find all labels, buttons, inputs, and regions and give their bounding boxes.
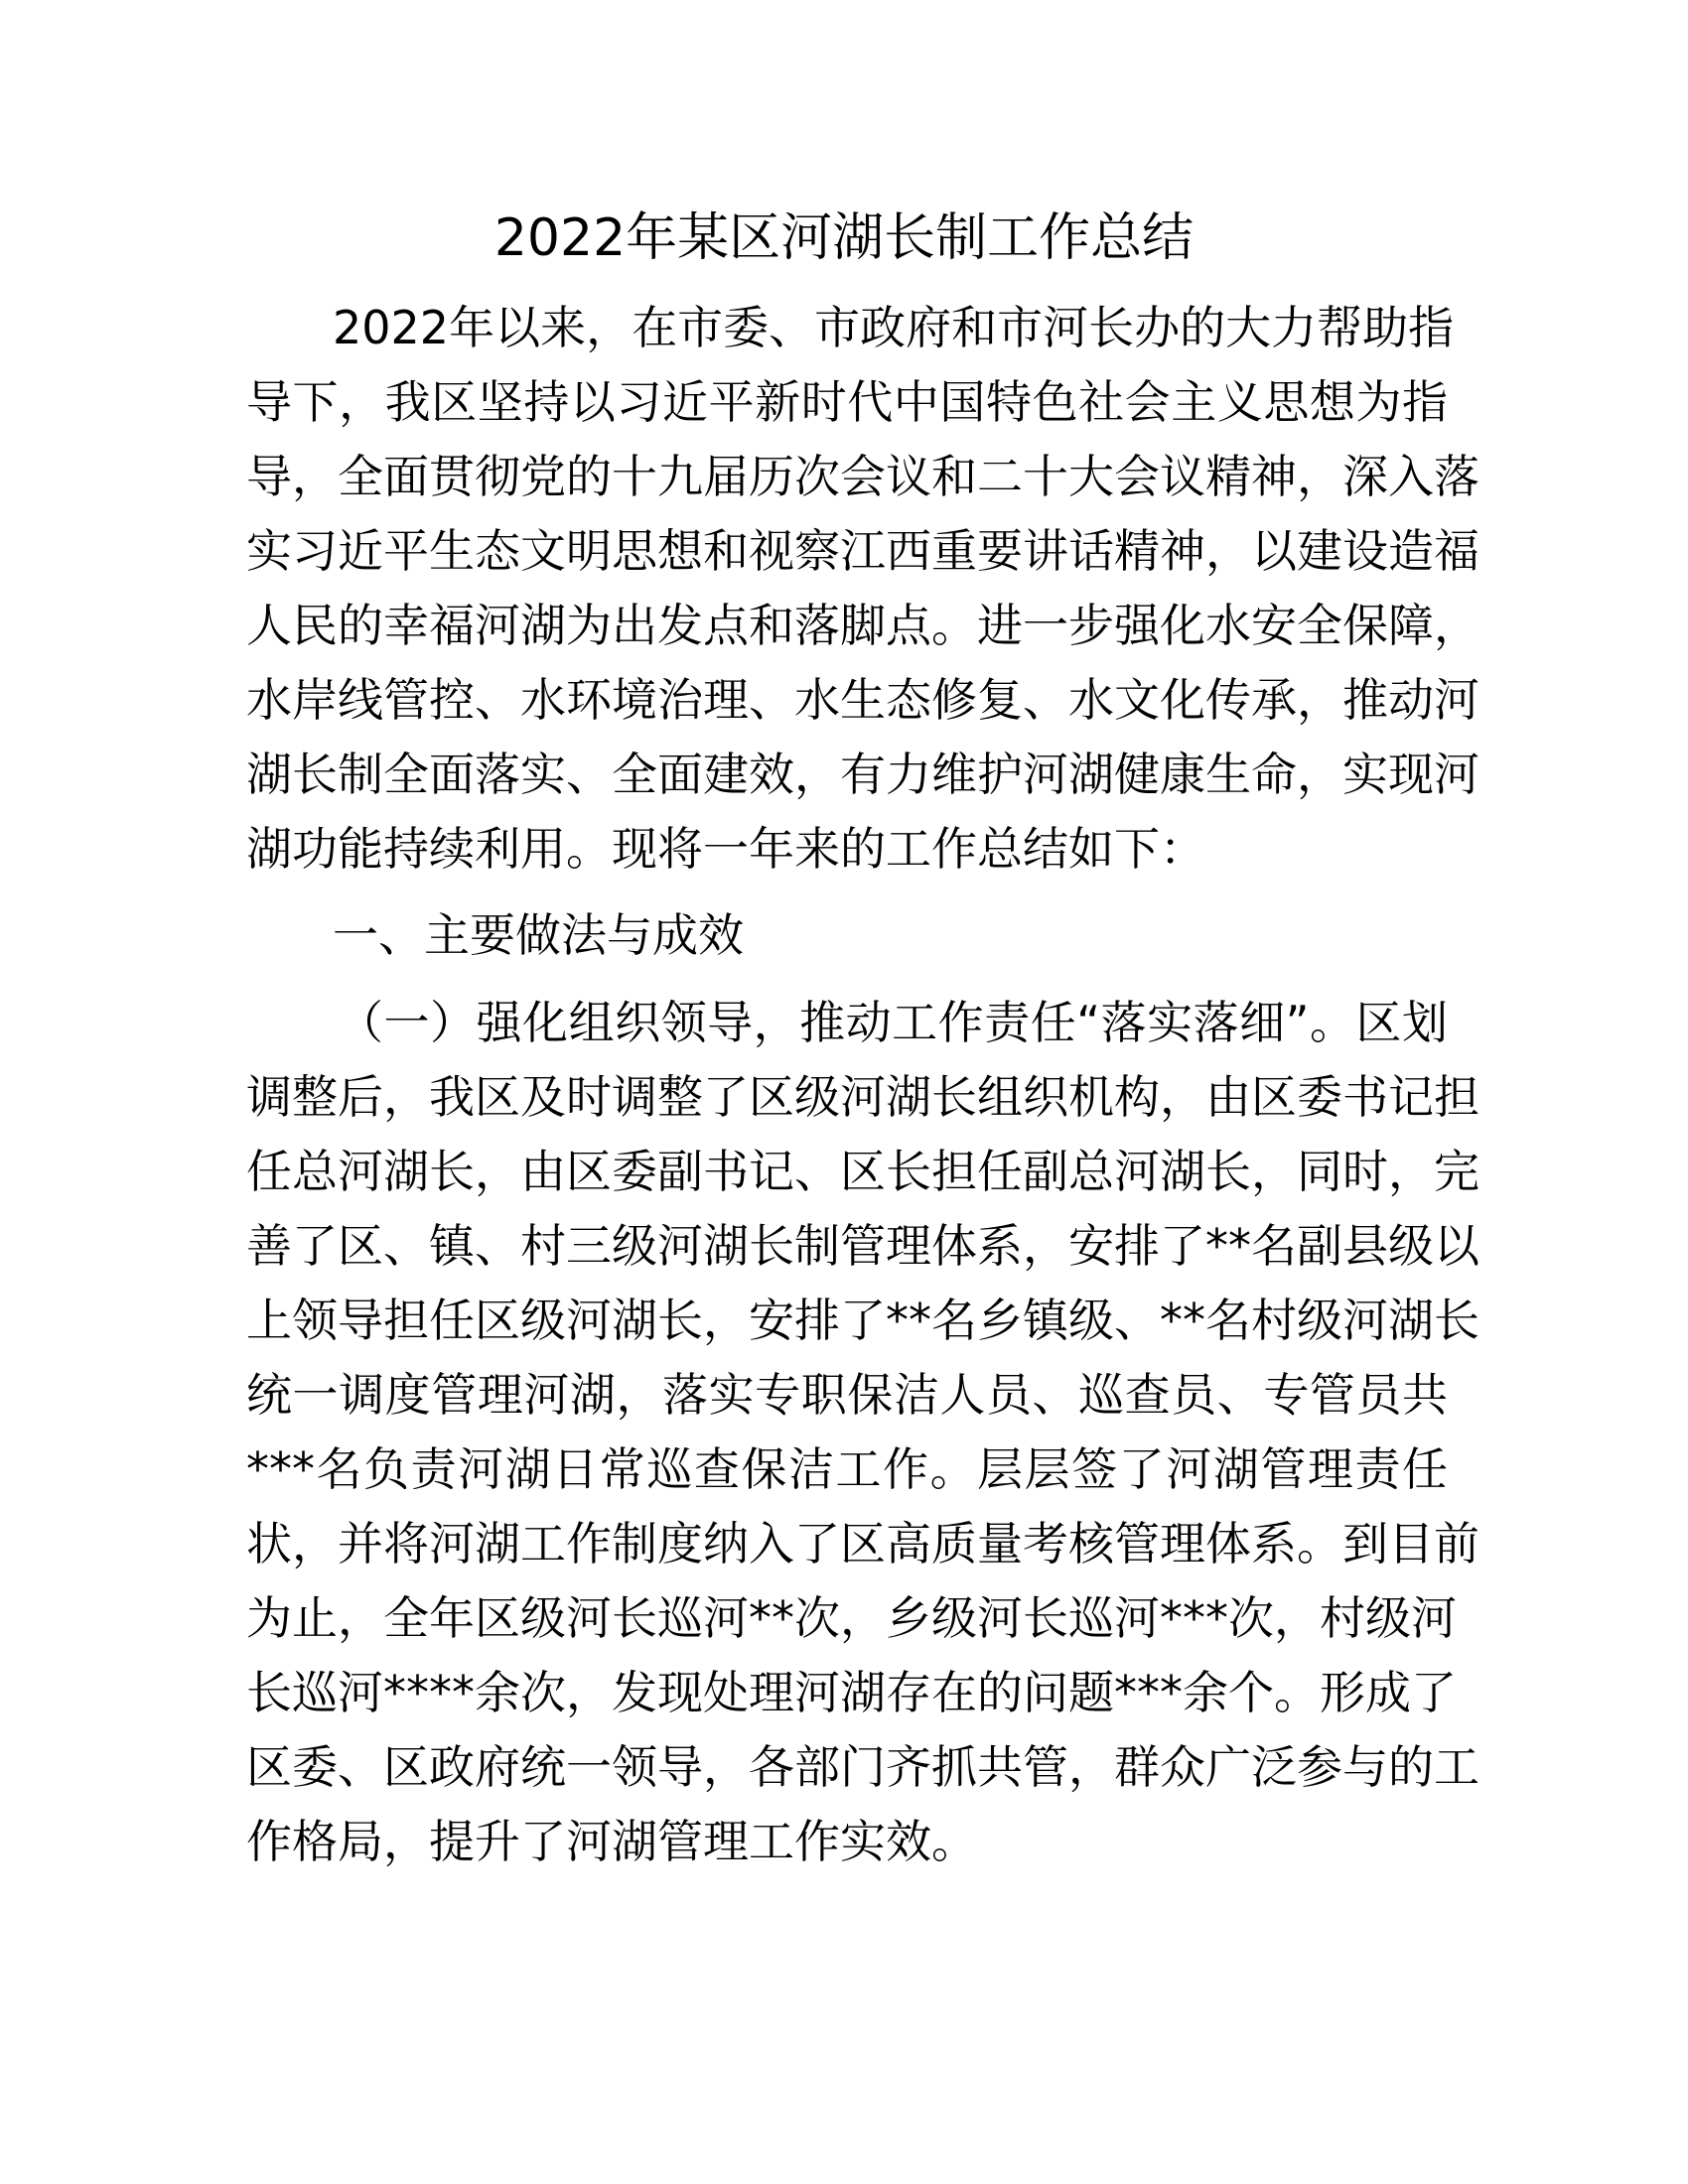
paragraph-line: 2022年以来，在市委、市政府和市河长办的大力帮助指 [333,301,1455,354]
subsection-heading-line: （一）强化组织领导，推动工作责任“落实落细”。区划 [338,996,1448,1049]
paragraph-line: 长巡河****余次，发现处理河湖存在的问题***余个。形成了 [246,1666,1457,1719]
paragraph-line: 区委、区政府统一领导，各部门齐抓共管，群众广泛参与的工 [246,1740,1479,1794]
paragraph-line: 任总河湖长，由区委副书记、区长担任副总河湖长，同时，完 [246,1145,1479,1198]
paragraph-line: 湖功能持续利用。现将一年来的工作总结如下： [246,822,1205,876]
paragraph-line: ***名负责河湖日常巡查保洁工作。层层签了河湖管理责任 [246,1442,1448,1496]
paragraph-line: 状，并将河湖工作制度纳入了区高质量考核管理体系。到目前 [246,1517,1479,1570]
paragraph-line: 上领导担任区级河湖长，安排了**名乡镇级、**名村级河湖长 [246,1294,1479,1347]
paragraph-line: 导下，我区坚持以习近平新时代中国特色社会主义思想为指 [246,375,1448,429]
section-heading: 一、主要做法与成效 [333,908,744,962]
paragraph-line: 调整后，我区及时调整了区级河湖长组织机构，由区委书记担 [246,1070,1479,1124]
paragraph-line: 作格局，提升了河湖管理工作实效。 [246,1815,977,1868]
paragraph-line: 实习近平生态文明思想和视察江西重要讲话精神，以建设造福 [246,524,1479,578]
paragraph-line: 为止，全年区级河长巡河**次，乡级河长巡河***次，村级河 [246,1591,1457,1645]
paragraph-line: 水岸线管控、水环境治理、水生态修复、水文化传承，推动河 [246,673,1479,727]
paragraph-line: 善了区、镇、村三级河湖长制管理体系，安排了**名副县级以 [246,1219,1479,1273]
paragraph-line: 统一调度管理河湖，落实专职保洁人员、巡查员、专管员共 [246,1368,1448,1422]
paragraph-line: 人民的幸福河湖为出发点和落脚点。进一步强化水安全保障， [246,599,1479,652]
paragraph-line: 导，全面贯彻党的十九届历次会议和二十大会议精神，深入落 [246,450,1479,503]
paragraph-line: 湖长制全面落实、全面建效，有力维护河湖健康生命，实现河 [246,748,1479,801]
document-title: 2022年某区河湖长制工作总结 [493,208,1195,268]
